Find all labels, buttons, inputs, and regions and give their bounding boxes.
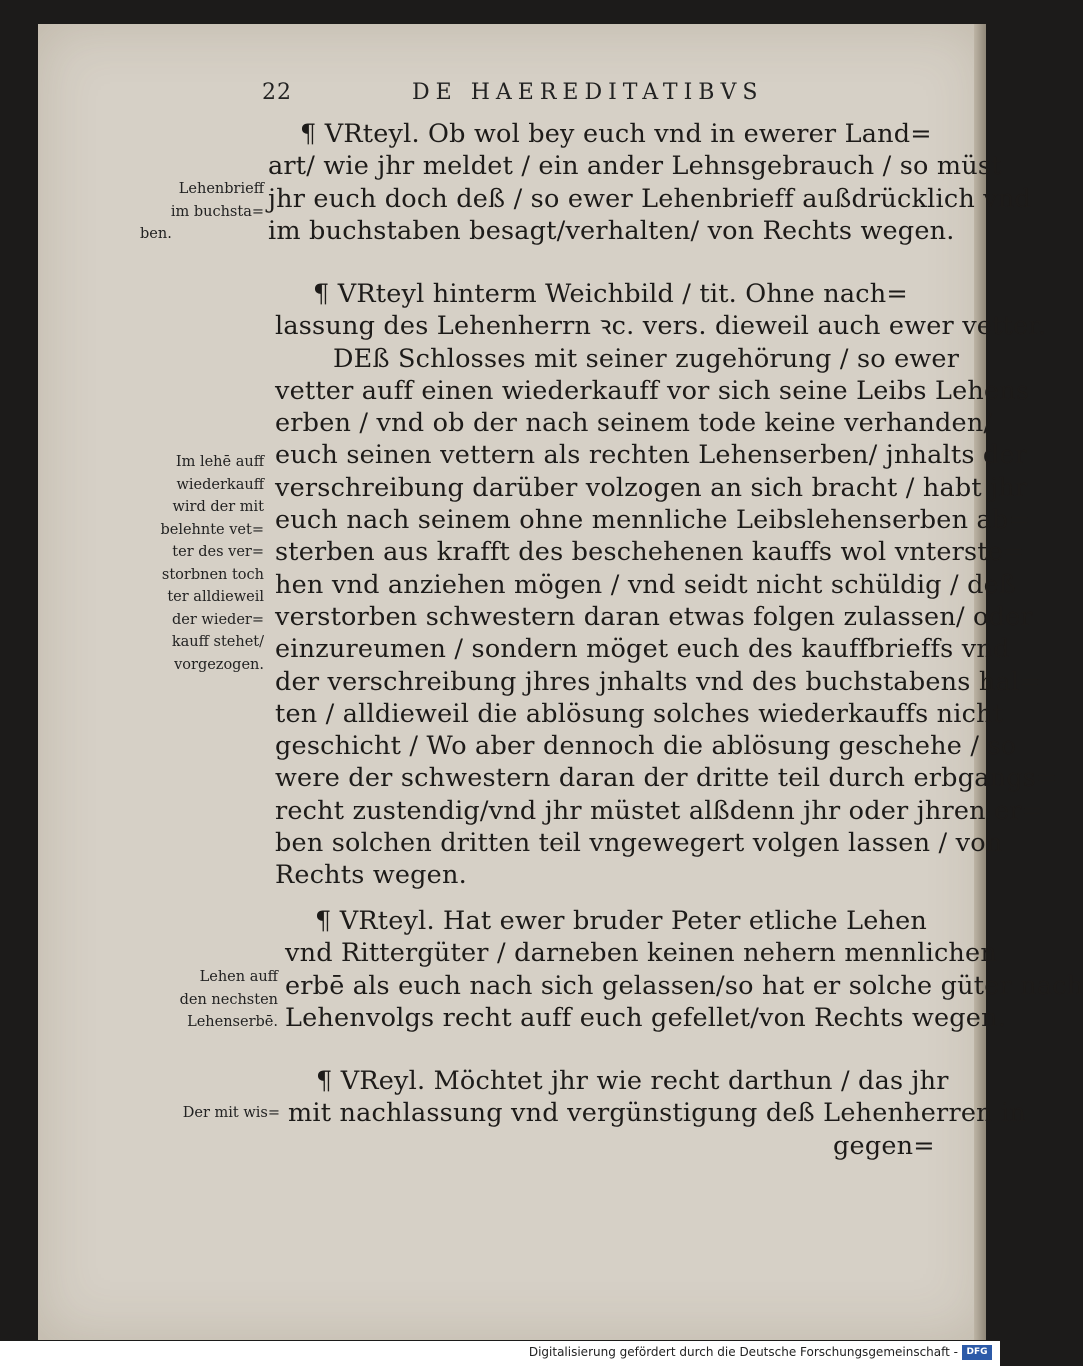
text-line: hen vnd anziehen mögen / vnd seidt nicht schüldig / deß <box>275 569 1017 600</box>
note-line: im buchsta= <box>170 203 264 220</box>
note-line: der wieder= <box>172 611 264 628</box>
text-line: ben solchen dritten teil vngewegert volgen lassen / von <box>275 828 1003 859</box>
note-line: ben. <box>140 226 172 242</box>
dfg-logo: DFG <box>962 1345 992 1360</box>
text-line: vetter auff einen wiederkauff vor sich seine Leibs Lehens <box>275 375 1030 406</box>
text-line: erbē als euch nach sich gelassen/so hat er solche güter nach <box>285 970 1083 1001</box>
note-line: Der mit wis= <box>182 1105 280 1121</box>
text-line: sterben aus krafft des beschehenen kauffs wol vnterste= <box>275 537 1025 568</box>
marginal-note-1 <box>140 178 264 246</box>
text-line: verschreibung darüber volzogen an sich bracht / habt jhr <box>275 472 1028 503</box>
marginal-note-2 <box>150 451 264 676</box>
note-line: Lehenbrieff <box>178 181 264 197</box>
note-line: Lehenserbē. <box>187 1014 278 1030</box>
note-line: den nechsten <box>179 991 278 1008</box>
text-line: im buchstaben besagt/verhalten/ von Rechts wegen. <box>268 215 955 246</box>
text-line: verstorben schwestern daran etwas folgen zulassen/ oder <box>275 601 1033 632</box>
marginal-note-4 <box>150 1102 280 1125</box>
text-line: ¶ VRteyl hinterm Weichbild / tit. Ohne nach= <box>313 279 908 309</box>
text-line: einzureumen / sondern möget euch des kauffbrieffs vnd <box>275 634 1010 665</box>
text-line: euch seinen vettern als rechten Lehenserben/ jnhalts der <box>275 440 1028 471</box>
verdict-paragraph-1 <box>268 118 1031 247</box>
note-line: Lehen auff <box>199 969 278 985</box>
page-header <box>262 80 822 114</box>
catchword: gegen= <box>833 1130 935 1161</box>
running-title: DE HAEREDITATIBVS <box>412 80 764 105</box>
verdict-paragraph-2 <box>275 278 1058 892</box>
text-line: jhr euch doch deß / so ewer Lehenbrieff außdrücklich vnd <box>268 183 1032 214</box>
marginal-note-3 <box>150 966 278 1034</box>
text-line: ¶ VRteyl. Ob wol bey euch vnd in ewerer Land= <box>300 119 932 149</box>
text-line: lassung des Lehenherrn ꝛc. vers. dieweil auch ewer vetter. <box>275 311 1047 342</box>
text-line: ten / alldieweil die ablösung solches wiederkauffs nicht <box>275 698 1004 729</box>
note-line: kauff stehet/ <box>171 634 264 650</box>
text-line: Rechts wegen. <box>275 860 467 891</box>
text-line: erben / vnd ob der nach seinem tode keine verhanden/ <box>275 408 993 439</box>
funding-notice: Digitalisierung gefördert durch die Deutsche Forschungsgemeinschaft - <box>528 1345 958 1359</box>
text-line: ¶ VRteyl. Hat ewer bruder Peter etliche Lehen <box>315 906 928 936</box>
text-line: Lehenvolgs recht auff euch gefellet/von Rechts wegen. <box>285 1002 1007 1033</box>
note-line: Im lehē auff <box>175 454 264 470</box>
text-line: mit nachlassung vnd vergünstigung deß Lehenherren in <box>288 1098 1027 1129</box>
verdict-paragraph-3 <box>285 905 1083 1034</box>
text-line: DEß Schlosses mit seiner zugehörung / so ewer <box>333 343 960 374</box>
text-line: recht zustendig/vnd jhr müstet alßdenn jhr oder jhren er= <box>275 795 1044 826</box>
verdict-paragraph-4 <box>288 1065 1026 1162</box>
text-line: geschicht / Wo aber dennoch die ablösung geschehe / so <box>275 731 1017 762</box>
note-line: vorgezogen. <box>174 656 264 673</box>
text-line: ¶ VReyl. Möchtet jhr wie recht darthun / das jhr <box>316 1066 949 1096</box>
note-line: ter des ver= <box>172 544 264 560</box>
note-line: wird der mit <box>172 499 264 515</box>
text-line: der verschreibung jhres jnhalts vnd des buchstabens hal= <box>275 666 1041 697</box>
text-line: euch nach seinem ohne mennliche Leibslehenserben ab= <box>275 505 1030 536</box>
page-number: 22 <box>262 80 292 105</box>
note-line: storbnen toch <box>161 566 264 583</box>
note-line: wiederkauff <box>176 476 264 493</box>
text-line: vnd Rittergüter / darneben keinen nehern mennlichen <box>285 938 997 969</box>
note-line: belehnte vet= <box>160 521 264 538</box>
digitization-footer <box>0 1341 1000 1366</box>
text-line: art/ wie jhr meldet / ein ander Lehnsgebrauch / so müst <box>268 151 1002 182</box>
text-line: were der schwestern daran der dritte teil durch erbgangs= <box>275 763 1058 794</box>
note-line: ter alldieweil <box>167 589 264 605</box>
